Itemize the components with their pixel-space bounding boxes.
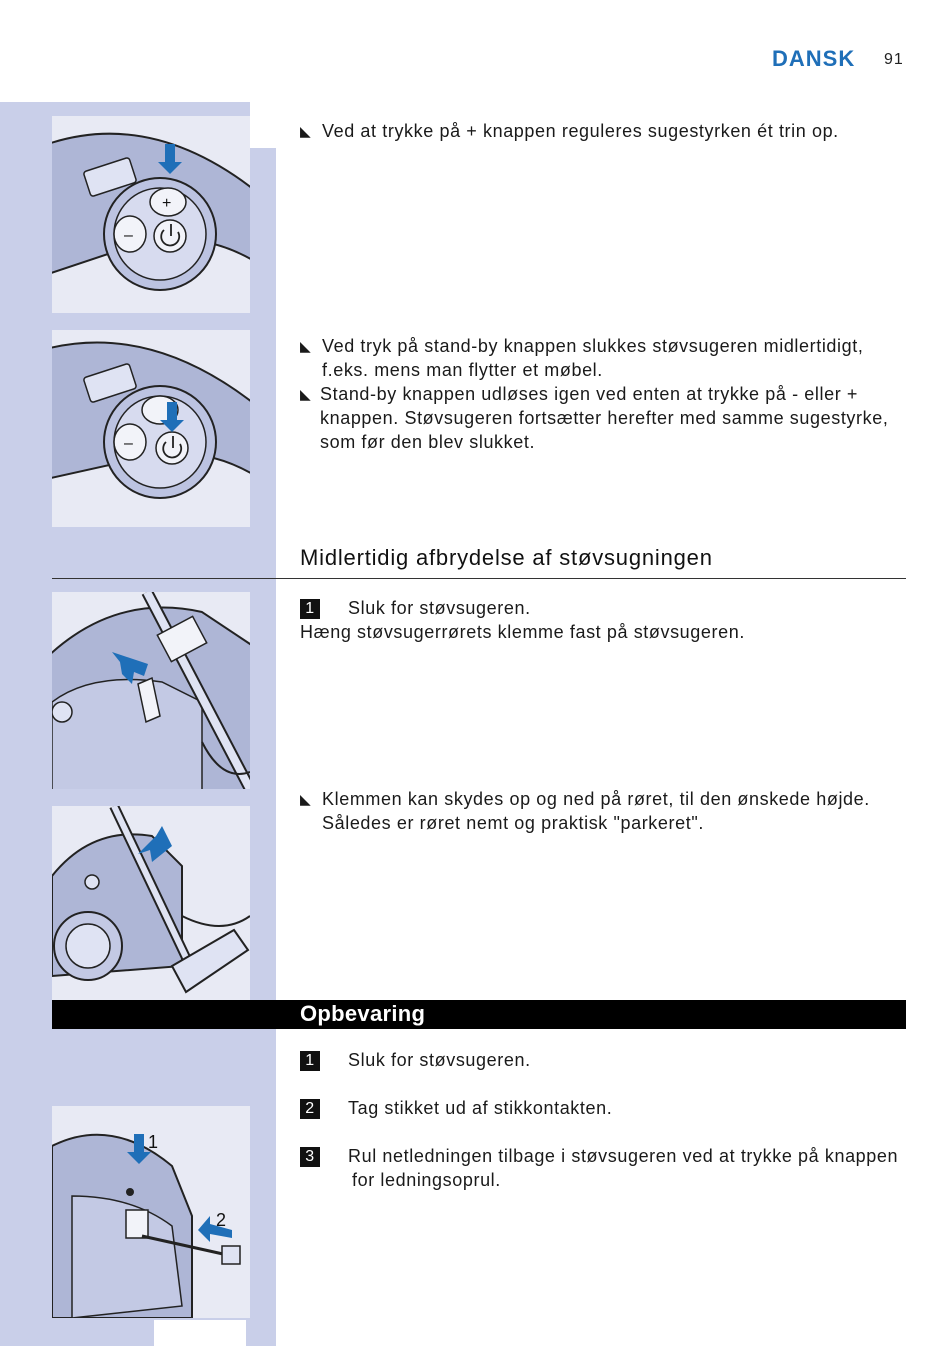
pause-step-1 <box>300 596 531 620</box>
sidebar-notch <box>250 102 276 148</box>
page-number: 91 <box>884 51 904 68</box>
storage-step-2 <box>300 1096 612 1120</box>
sidebar-notch <box>154 1320 246 1346</box>
callout-1: 1 <box>148 1132 159 1152</box>
storage-step-3-cont: for ledningsoprul. <box>352 1170 501 1190</box>
pause-step-1-detail: Hæng støvsugerrørets klemme fast på støvsugeren. <box>300 622 745 642</box>
bullet-text: som før den blev slukket. <box>320 432 536 452</box>
storage-step-3 <box>300 1144 898 1168</box>
section-title-pause: Midlertidig afbrydelse af støvsugningen <box>300 545 713 570</box>
bullet-text: Ved at trykke på + knappen reguleres sugestyrken ét trin op. <box>322 121 839 141</box>
bullet-clip-slide <box>300 787 870 835</box>
step-number: 2 <box>300 1099 320 1119</box>
bullet-icon: ◣ <box>300 338 312 354</box>
section-divider <box>52 578 906 579</box>
step-text: Tag stikket ud af stikkontakten. <box>348 1098 613 1118</box>
bullet-text: knappen. Støvsugeren fortsætter herefter med samme sugestyrke, <box>320 408 889 428</box>
bullet-text: Således er røret nemt og praktisk "parkeret". <box>322 813 704 833</box>
minus-glyph: – <box>124 435 133 452</box>
section-band-storage <box>52 1000 906 1029</box>
dial-standby-illustration <box>52 330 250 527</box>
arrow-left-icon <box>198 1216 232 1242</box>
tube-clip-illustration <box>52 592 250 789</box>
step-number: 3 <box>300 1147 320 1167</box>
bullet-icon: ◣ <box>300 386 312 402</box>
section-title-storage: Opbevaring <box>300 1001 426 1026</box>
callout-2: 2 <box>216 1210 227 1230</box>
bullet-icon: ◣ <box>300 123 312 139</box>
bullet-text: f.eks. mens man flytter et møbel. <box>322 360 603 380</box>
minus-glyph: – <box>124 227 133 244</box>
bullet-standby-release <box>300 382 888 454</box>
cord-rewind-illustration <box>52 1106 250 1318</box>
step-number: 1 <box>300 599 320 619</box>
bullet-standby-off <box>300 334 863 382</box>
step-text: Sluk for støvsugeren. <box>348 1050 531 1070</box>
dial-plus-illustration <box>52 116 250 313</box>
bullet-text: Ved tryk på stand-by knappen slukkes støvsugeren midlertidigt, <box>322 336 864 356</box>
bullet-suction-up <box>300 119 839 143</box>
storage-step-1 <box>300 1048 531 1072</box>
bullet-text: Klemmen kan skydes op og ned på røret, til den ønskede højde. <box>322 789 870 809</box>
language-label: DANSK <box>772 46 856 71</box>
plus-glyph: + <box>162 195 172 212</box>
step-text: Rul netledningen tilbage i støvsugeren ved at trykke på knappen <box>348 1146 899 1166</box>
step-number: 1 <box>300 1051 320 1071</box>
parked-tube-illustration <box>52 806 250 1003</box>
bullet-icon: ◣ <box>300 791 312 807</box>
step-text: Sluk for støvsugeren. <box>348 598 531 618</box>
bullet-text: Stand-by knappen udløses igen ved enten at trykke på - eller + <box>320 384 859 404</box>
